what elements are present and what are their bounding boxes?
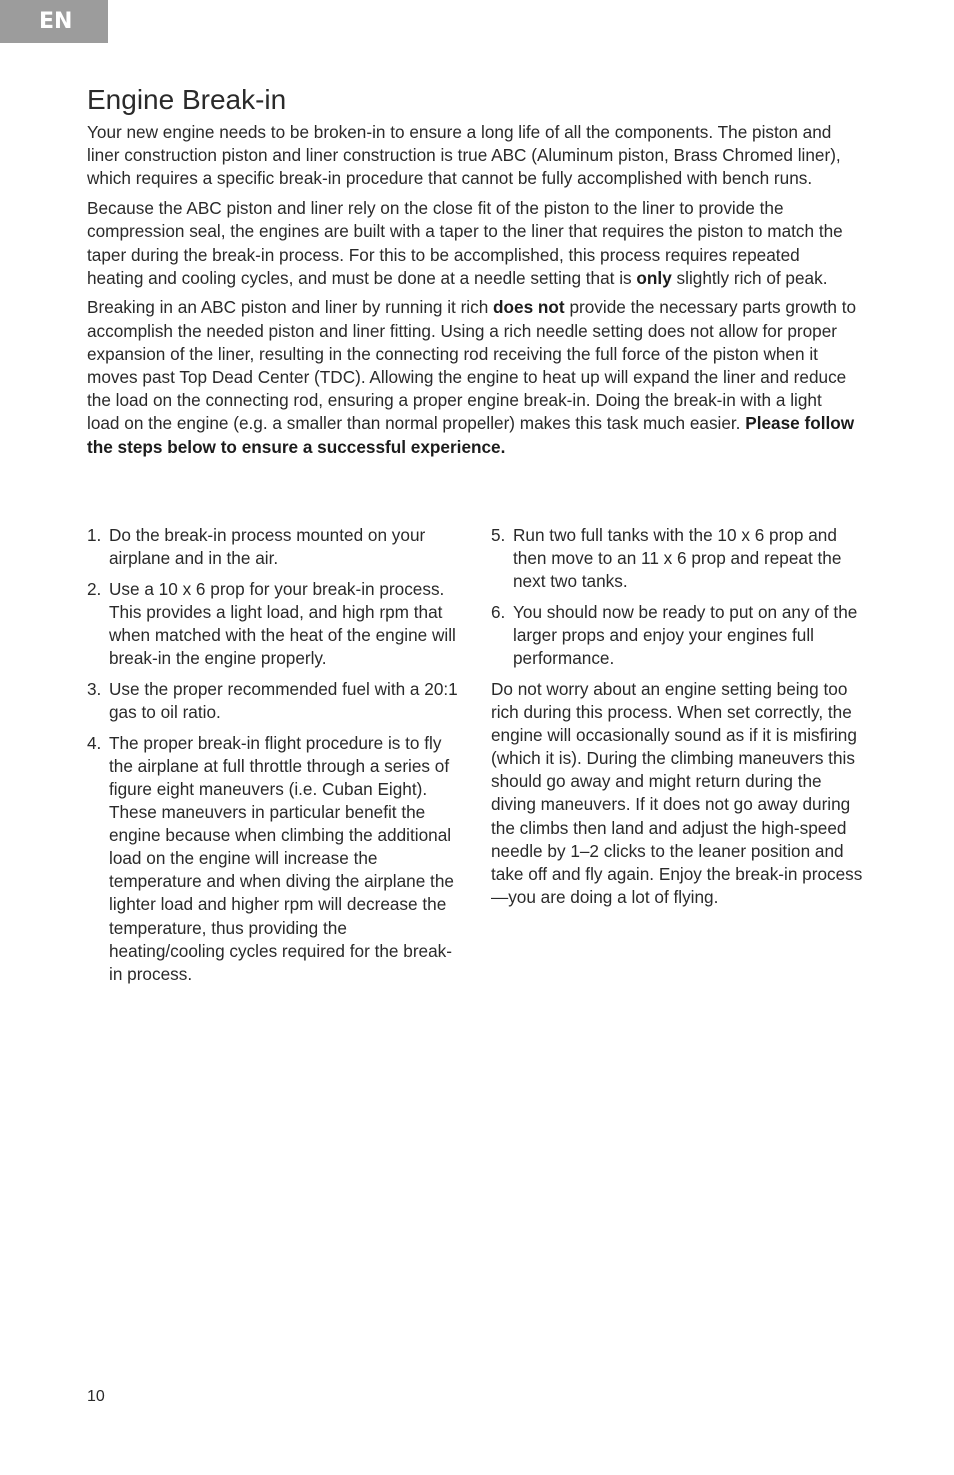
page-title: Engine Break-in: [87, 84, 287, 115]
step-text: Use the proper recommended fuel with a 20:1 gas to oil ratio.: [109, 678, 458, 723]
intro-section: [87, 121, 859, 465]
step-item: [87, 524, 463, 570]
steps-list-left: [87, 524, 463, 986]
page-number: 10: [87, 1388, 105, 1405]
step-item: [491, 601, 867, 670]
step-text: The proper break-in flight procedure is to fly the airplane at full throttle through a series of figure eight maneuvers (i.e. Cuban Eight). These maneuvers in particular benefit the engine because when climbing the additional load on the engine will increase the temperature and when diving the airplane the lighter load and higher rpm will decrease the temperature, thus providing the heating/cooling cycles required for the break-in process.: [109, 732, 454, 984]
intro-paragraph-3-callout: Please follow the steps below to ensure a successful experience.: [87, 413, 855, 457]
step-text: Do the break-in process mounted on your airplane and in the air.: [109, 525, 426, 569]
closing-paragraph: Do not worry about an engine setting being too rich during this process. When set correctly, the engine will occasionally sound as if it is misfiring (which it is). During the climbing maneuvers this should go away and might return during the diving maneuvers. If it does not go away during the climbs then land and adjust the high-speed needle by 1–2 clicks to the leaner position and take off and fly again. Enjoy the break-in process—you are doing a lot of flying.: [491, 678, 863, 907]
intro-paragraph-3: [87, 296, 859, 458]
step-item: [491, 524, 867, 593]
intro-paragraph-2-text: Because the ABC piston and liner rely on the close fit of the piston to the liner to provide the compression seal, the engines are built with a taper to the liner that requires the piston to match the taper during the break-in process. For this to be accomplished, this process requires repeated heating and cooling cycles, and must be done at a needle setting that is: [87, 198, 843, 288]
step-number: 2.: [87, 578, 102, 599]
step-item: [87, 678, 463, 724]
steps-list-right: [491, 524, 867, 670]
step-number: 6.: [491, 601, 506, 622]
intro-paragraph-2: [87, 197, 859, 290]
step-number: 4.: [87, 732, 102, 753]
step-text: Use a 10 x 6 prop for your break-in process. This provides a light load, and high rpm that when matched with the heat of the engine will break-in the engine properly.: [109, 578, 456, 669]
step-item: [87, 578, 463, 670]
steps-column-left: [87, 524, 463, 994]
intro-paragraph-3-text-middle: provide the necessary parts growth to accomplish the needed piston and liner fitting. Using a rich needle setting does not allow for proper expansion of the liner, resulting in the connecting rod receiving the full force of the piston when it moves past Top Dead Center (TDC). Allowing the engine to heat up will expand the liner and reduce the load on the connecting rod, ensuring a proper engine break-in. Doing the break-in with a light load on the engine (e.g. a smaller than normal propeller) makes this task much easier.: [87, 297, 857, 434]
step-item: [87, 732, 463, 986]
intro-paragraph-2-emphasis: only: [636, 267, 672, 288]
intro-paragraph-2-text-end: slightly rich of peak.: [671, 267, 828, 288]
language-tab: EN: [0, 0, 108, 43]
intro-paragraph-1: Your new engine needs to be broken-in to ensure a long life of all the components. The piston and liner construction piston and liner construction is true ABC (Aluminum piston, Brass Chromed liner), which requires a specific break-in procedure that cannot be fully accomplished with bench runs.: [87, 122, 841, 189]
intro-paragraph-3-emphasis: does not: [493, 297, 565, 318]
steps-column-right: [491, 524, 867, 909]
step-number: 5.: [491, 525, 506, 545]
step-number: 1.: [87, 525, 102, 545]
step-text: Run two full tanks with the 10 x 6 prop and then move to an 11 x 6 prop and repeat the next two tanks.: [513, 525, 842, 592]
step-number: 3.: [87, 678, 102, 699]
step-text: You should now be ready to put on any of the larger props and enjoy your engines full performance.: [513, 601, 858, 669]
intro-paragraph-3-text: Breaking in an ABC piston and liner by running it rich: [87, 297, 494, 318]
